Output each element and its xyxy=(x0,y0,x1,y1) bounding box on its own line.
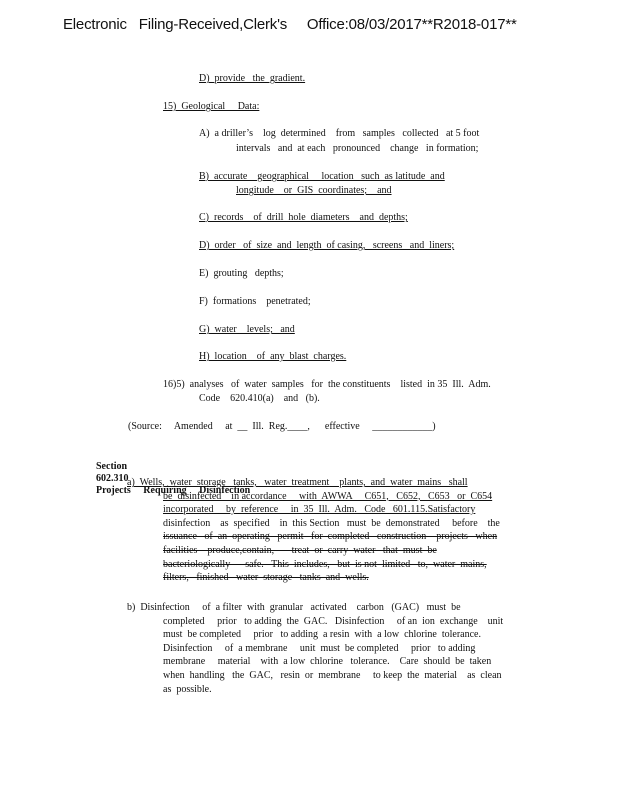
para-a-line: filters, finished water storage tanks and wells. xyxy=(163,572,369,584)
para-a-line: bacteriologically safe. This includes, but is not limited to, water mains, xyxy=(163,558,487,570)
geo-item-d: D) order of size and length of casing, screens and liners; xyxy=(199,240,455,251)
geo-item-a-line2: intervals and at each pronounced change in formation; xyxy=(236,143,479,154)
para-a-line: disinfection as specified in this Section must be demonstrated before the xyxy=(163,517,500,529)
para-b-line: Disinfection of a membrane unit must be completed prior to adding xyxy=(163,642,476,654)
source-note: (Source: Amended at __ Ill. Reg.____, effective ____________) xyxy=(128,421,436,432)
para-b-line: when handling the GAC, resin or membrane to keep the material as clean xyxy=(163,669,502,681)
para-a-line: facilities produce,contain, treat or carry water that must be xyxy=(163,544,437,556)
para-a-line: incorporated by reference in 35 Ill. Adm. Code 601.115.Satisfactory xyxy=(163,504,476,516)
paragraph-b xyxy=(127,601,503,696)
section-title: Projects Requiring Disinfection xyxy=(96,485,251,496)
geo-item-f: F) formations penetrated; xyxy=(199,296,311,307)
geo-item-a-line1: A) a driller’s log determined from samples collected at 5 foot xyxy=(199,128,480,139)
item-15-geological-data: 15) Geological Data: xyxy=(163,101,260,112)
para-b-line: completed prior to adding the GAC. Disinfection of an ion exchange unit xyxy=(163,615,504,627)
geo-item-b-line1: B) accurate geographical location such as latitude and xyxy=(199,171,445,182)
para-b-line: as possible. xyxy=(163,683,212,695)
geo-item-e: E) grouting depths; xyxy=(199,268,284,279)
para-b-line: must be completed prior to adding a resin with a low chlorine tolerance. xyxy=(163,629,481,641)
geo-item-g: G) water levels; and xyxy=(199,324,295,335)
para-a-line: a) Wells, water storage tanks, water treatment plants, and water mains shall xyxy=(127,477,468,488)
para-a-line: be disinfected in accordance with AWWA C651, C652, C653 or C654 xyxy=(163,490,493,502)
para-a-line: issuance of an operating permit for completed construction projects when xyxy=(163,531,498,543)
section-number: 602.310 xyxy=(96,473,129,484)
para-b-line: membrane material with a low chlorine tolerance. Care should be taken xyxy=(163,656,492,668)
section-label: Section xyxy=(96,461,128,472)
geo-item-h: H) location of any blast charges. xyxy=(199,351,347,362)
geo-item-c: C) records of drill hole diameters and depths; xyxy=(199,212,408,223)
item-16-line1: 16)5) analyses of water samples for the constituents listed in 35 Ill. Adm. xyxy=(163,379,491,390)
filing-header: Electronic Filing-Received,Clerk's Office:08/03/2017**R2018-017** xyxy=(63,16,517,33)
paragraph-a xyxy=(127,476,500,585)
item-16-line2: Code 620.410(a) and (b). xyxy=(199,393,320,404)
item-d-gradient: D) provide the gradient. xyxy=(199,73,306,84)
para-b-line: b) Disinfection of a filter with granular activated carbon (GAC) must be xyxy=(127,602,461,613)
geo-item-b-line2: longitude or GIS coordinates; and xyxy=(236,185,392,196)
